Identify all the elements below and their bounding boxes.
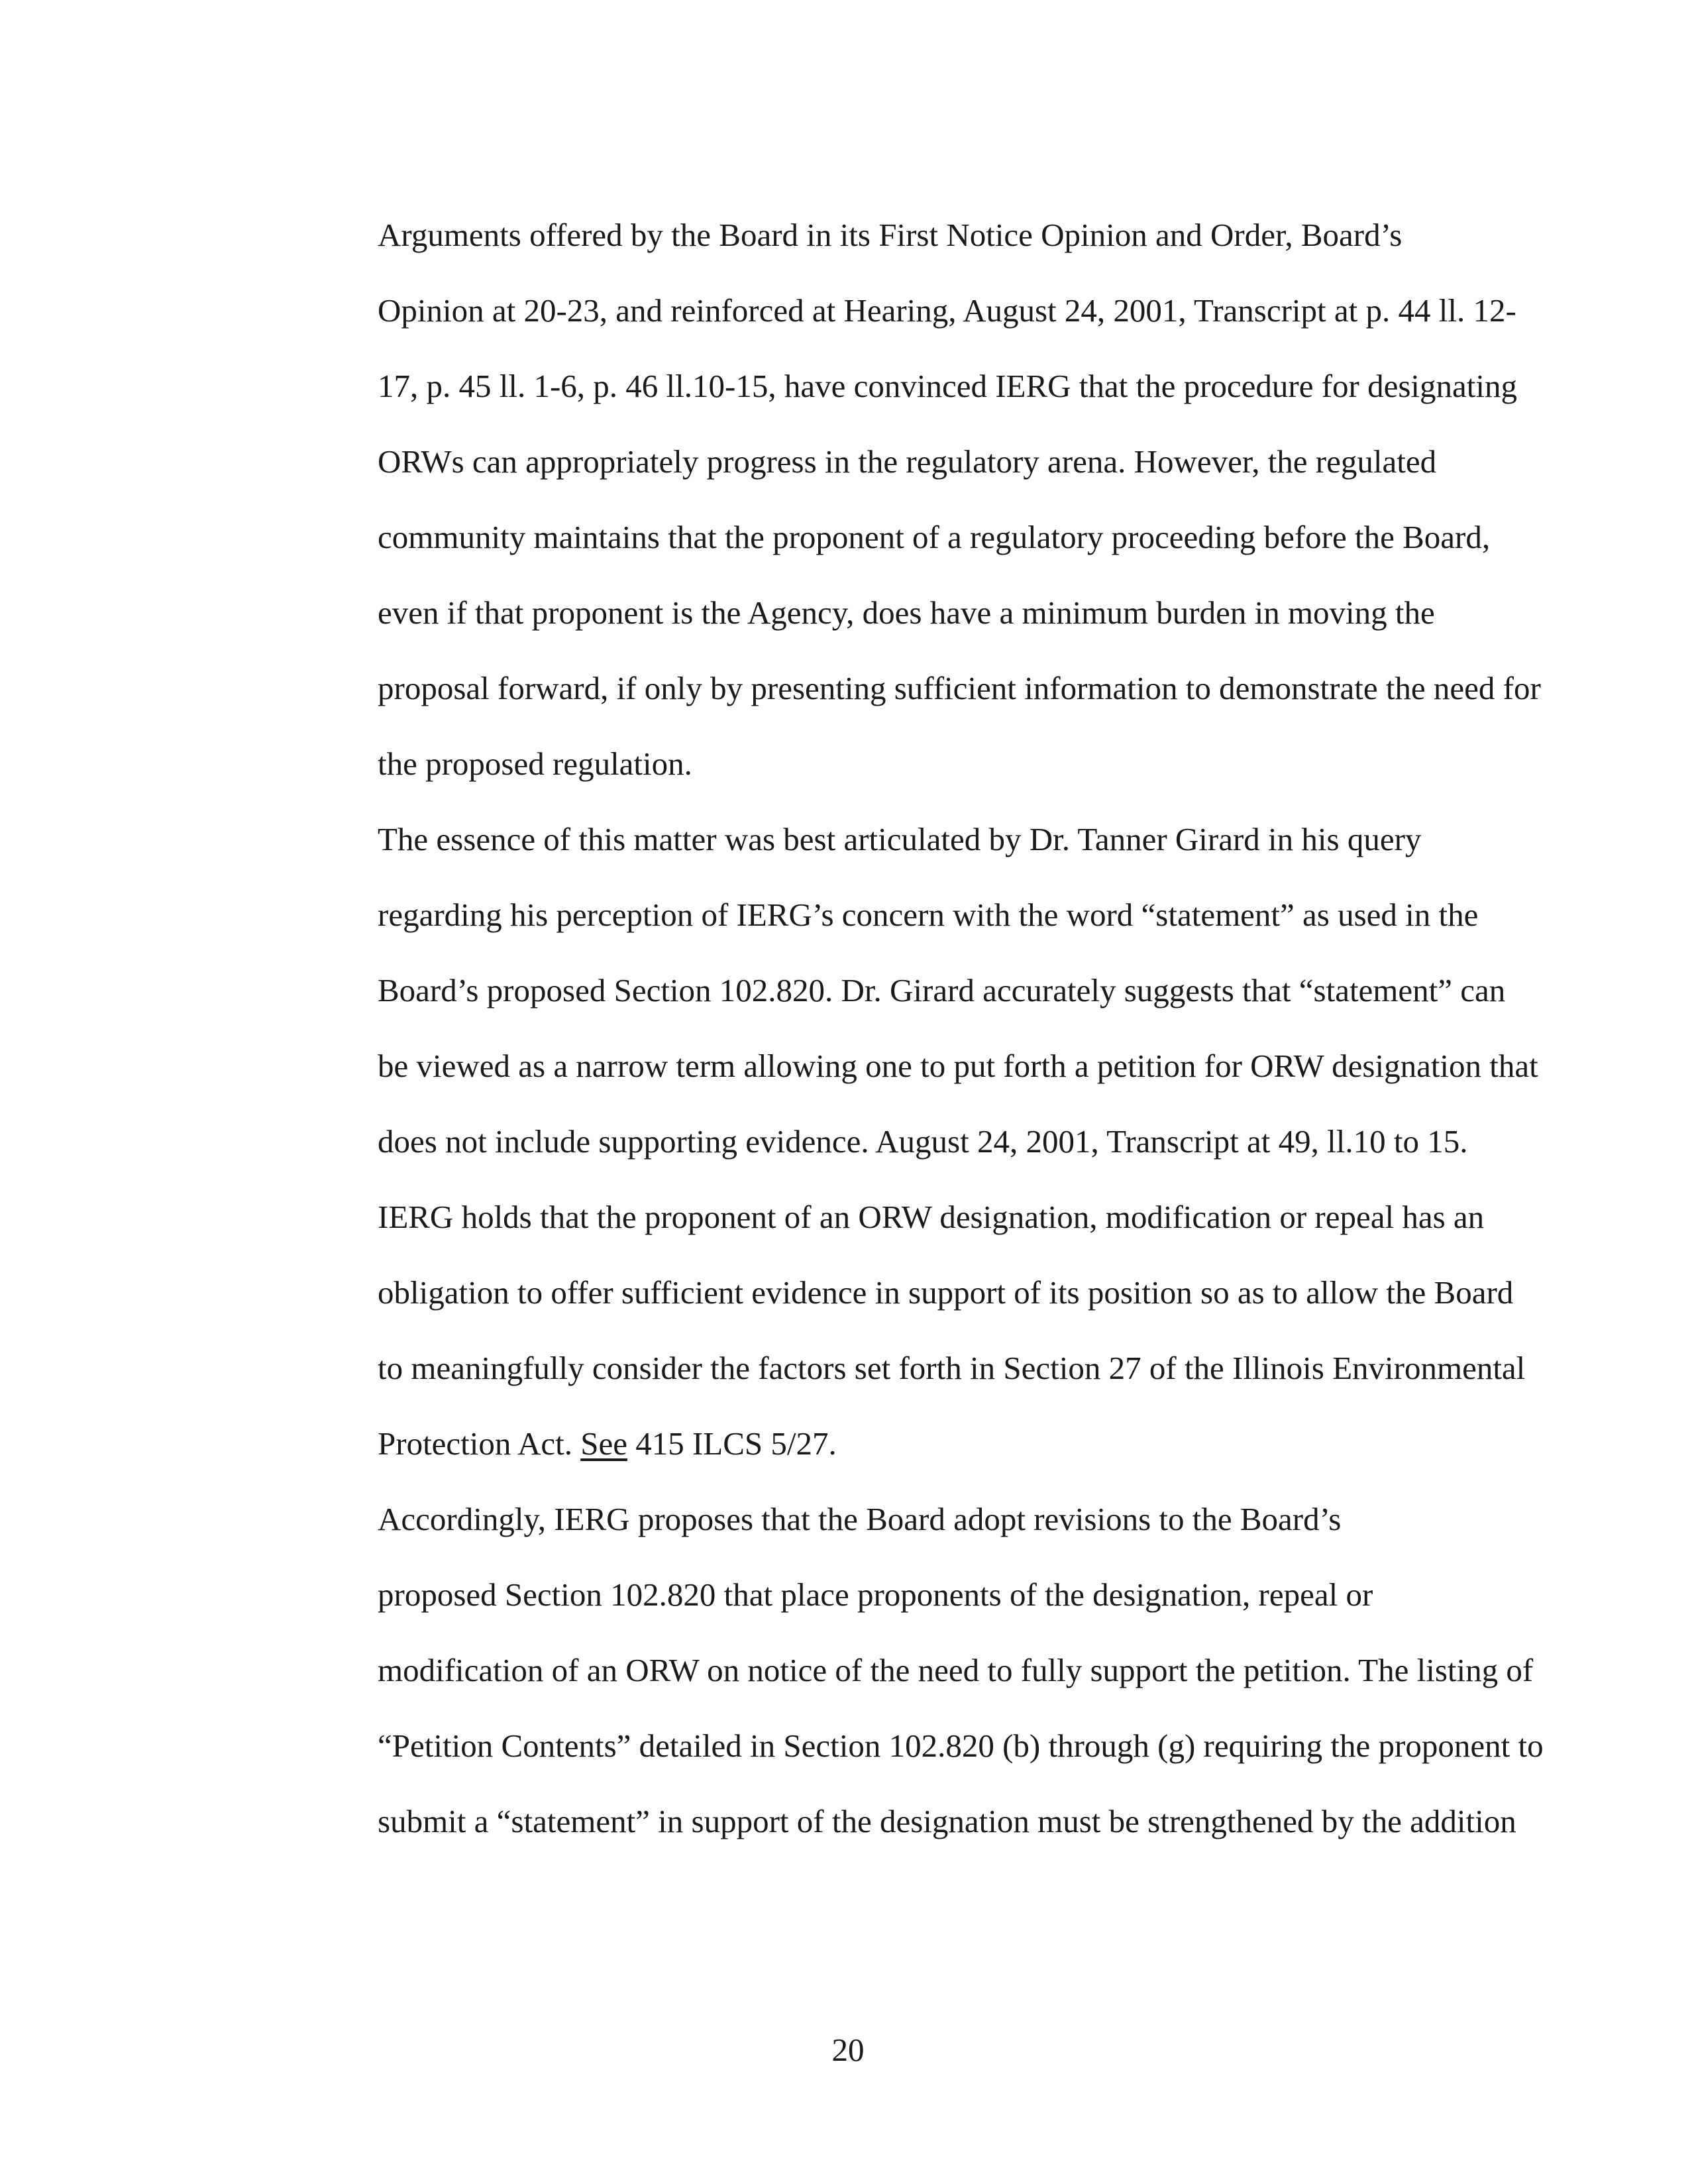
text-line: regarding his perception of IERG’s concern with the word “statement” as used in the — [378, 897, 1479, 933]
citation-reference: 415 ILCS 5/27. — [627, 1425, 837, 1462]
text-line: ORWs can appropriately progress in the regulatory arena. However, the regulated — [378, 443, 1437, 480]
text-line: The essence of this matter was best articulated by Dr. Tanner Girard in his query — [378, 821, 1422, 857]
text-line: IERG holds that the proponent of an ORW designation, modification or repeal has an — [378, 1199, 1485, 1235]
text-line: Opinion at 20-23, and reinforced at Hearing, August 24, 2001, Transcript at p. 44 ll. 12- — [378, 292, 1516, 329]
text-line: modification of an ORW on notice of the need to fully support the petition. The listing of — [378, 1652, 1534, 1688]
paragraph-1 — [278, 197, 1541, 802]
text-line: Arguments offered by the Board in its First Notice Opinion and Order, Board’s — [378, 217, 1403, 253]
text-line: proposal forward, if only by presenting sufficient information to demonstrate the need for — [378, 670, 1541, 706]
citation-prefix: Protection Act. — [378, 1425, 581, 1462]
text-line: be viewed as a narrow term allowing one to put forth a petition for ORW designation that — [378, 1048, 1538, 1084]
text-line: Board’s proposed Section 102.820. Dr. Girard accurately suggests that “statement” can — [378, 972, 1506, 1009]
text-line: “Petition Contents” detailed in Section 102.820 (b) through (g) requiring the proponent to — [378, 1727, 1544, 1764]
paragraph-3 — [278, 1482, 1544, 1859]
body-text — [278, 197, 1544, 1859]
paragraph-2 — [278, 802, 1538, 1482]
text-line: obligation to offer sufficient evidence in support of its position so as to allow the Board — [378, 1274, 1514, 1311]
text-line: submit a “statement” in support of the designation must be strengthened by the addition — [378, 1803, 1516, 1839]
text-line: to meaningfully consider the factors set forth in Section 27 of the Illinois Environmental — [378, 1350, 1526, 1386]
text-line: proposed Section 102.820 that place proponents of the designation, repeal or — [378, 1576, 1373, 1613]
text-line: the proposed regulation. — [378, 745, 692, 782]
citation-line — [278, 1406, 1471, 1482]
text-line: does not include supporting evidence. August 24, 2001, Transcript at 49, ll.10 to 15. — [378, 1123, 1468, 1160]
see-signal: See — [580, 1425, 627, 1462]
text-line: 17, p. 45 ll. 1-6, p. 46 ll.10-15, have convinced IERG that the procedure for designating — [378, 368, 1518, 404]
text-line: even if that proponent is the Agency, does have a minimum burden in moving the — [378, 594, 1435, 631]
text-line: Accordingly, IERG proposes that the Board adopt revisions to the Board’s — [378, 1501, 1342, 1537]
text-line: community maintains that the proponent of a regulatory proceeding before the Board, — [378, 519, 1491, 555]
page-number: 20 — [831, 2032, 865, 2068]
